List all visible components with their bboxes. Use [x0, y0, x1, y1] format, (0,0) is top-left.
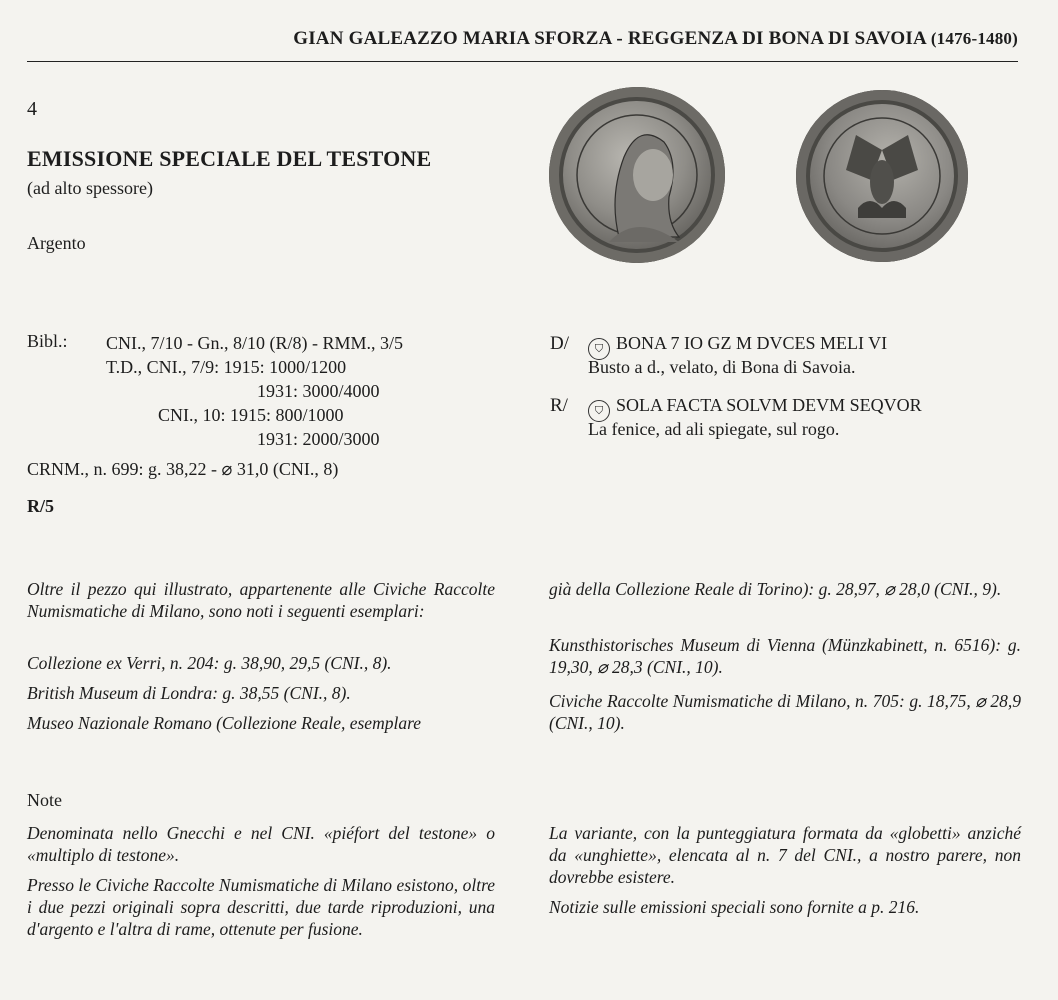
obverse-coin-image: [549, 87, 725, 263]
note-left-1: Denominata nello Gnecchi e nel CNI. «piéfort del testone» o «multiplo di testone».: [27, 823, 495, 865]
entry-metal: Argento: [27, 233, 86, 253]
specimen-verri: Collezione ex Verri, n. 204: g. 38,90, 29,5 (CNI., 8).: [27, 653, 392, 673]
specimen-vienna: Kunsthistorisches Museum di Vienna (Münzkabinett, n. 6516): g. 19,30, ⌀ 28,3 (CNI., 10).: [549, 635, 1021, 677]
notes-heading: Note: [27, 790, 62, 810]
shield-mark-icon: ⛉: [588, 400, 610, 422]
phoenix-icon: [796, 90, 968, 262]
entry-title: EMISSIONE SPECIALE DEL TESTONE: [27, 146, 432, 171]
bibl-line-5: 1931: 2000/3000: [257, 429, 380, 449]
reverse-description: La fenice, ad ali spiegate, sul rogo.: [588, 419, 840, 439]
header-title: GIAN GALEAZZO MARIA SFORZA - REGGENZA DI BONA DI SAVOIA: [293, 28, 926, 49]
bibl-line-2: T.D., CNI., 7/9: 1915: 1000/1200: [106, 357, 347, 377]
rarity: R/5: [27, 496, 54, 516]
note-right-1: La variante, con la punteggiatura formata da «globetti» anziché da «unghiette», elencata al n. 7 del CNI., a nostro parere, non dovrebbe esistere.: [549, 823, 1021, 887]
reverse-symbol: R/: [550, 395, 568, 416]
specimen-milano: Civiche Raccolte Numismatiche di Milano, n. 705: g. 18,75, ⌀ 28,9 (CNI., 10).: [549, 691, 1021, 733]
bibl-line-1: CNI., 7/10 - Gn., 8/10 (R/8) - RMM., 3/5: [106, 333, 403, 353]
entry-number: 4: [27, 98, 37, 120]
reverse-legend-text: SOLA FACTA SOLVM DEVM SEQVOR: [616, 395, 922, 415]
page-header: [27, 28, 1018, 50]
obverse-description: Busto a d., velato, di Bona di Savoia.: [588, 357, 856, 377]
entry-subtitle: (ad alto spessore): [27, 178, 153, 198]
obverse-symbol: D/: [550, 333, 569, 354]
obverse-legend-text: BONA 7 IO GZ M DVCES MELI VI: [616, 333, 888, 353]
bibl-label: Bibl.:: [27, 331, 68, 351]
note-right-2: Notizie sulle emissioni speciali sono fornite a p. 216.: [549, 897, 920, 917]
specimen-museo-romano: Museo Nazionale Romano (Collezione Reale, esemplare: [27, 713, 421, 733]
note-left-2: Presso le Civiche Raccolte Numismatiche di Milano esistono, oltre i due pezzi originali sopra descritti, due tarde riproduzioni, una d'argento e l'altra di rame, ottenute per fusione.: [27, 875, 495, 939]
specimen-torino: già della Collezione Reale di Torino): g. 28,97, ⌀ 28,0 (CNI., 9).: [549, 579, 1002, 599]
crnm-reference: CRNM., n. 699: g. 38,22 - ⌀ 31,0 (CNI., 8): [27, 459, 339, 479]
bibl-line-3: 1931: 3000/4000: [257, 381, 380, 401]
reverse-coin-image: [796, 90, 968, 262]
shield-mark-icon: ⛉: [588, 338, 610, 360]
header-rule: [27, 61, 1018, 62]
veiled-bust-icon: [549, 87, 725, 263]
specimen-british-museum: British Museum di Londra: g. 38,55 (CNI., 8).: [27, 683, 351, 703]
bibl-line-4: CNI., 10: 1915: 800/1000: [158, 405, 344, 425]
specimens-intro: Oltre il pezzo qui illustrato, appartenente alle Civiche Raccolte Numismatiche di Milano, sono noti i seguenti esemplari:: [27, 579, 495, 621]
header-years: (1476-1480): [930, 29, 1018, 48]
